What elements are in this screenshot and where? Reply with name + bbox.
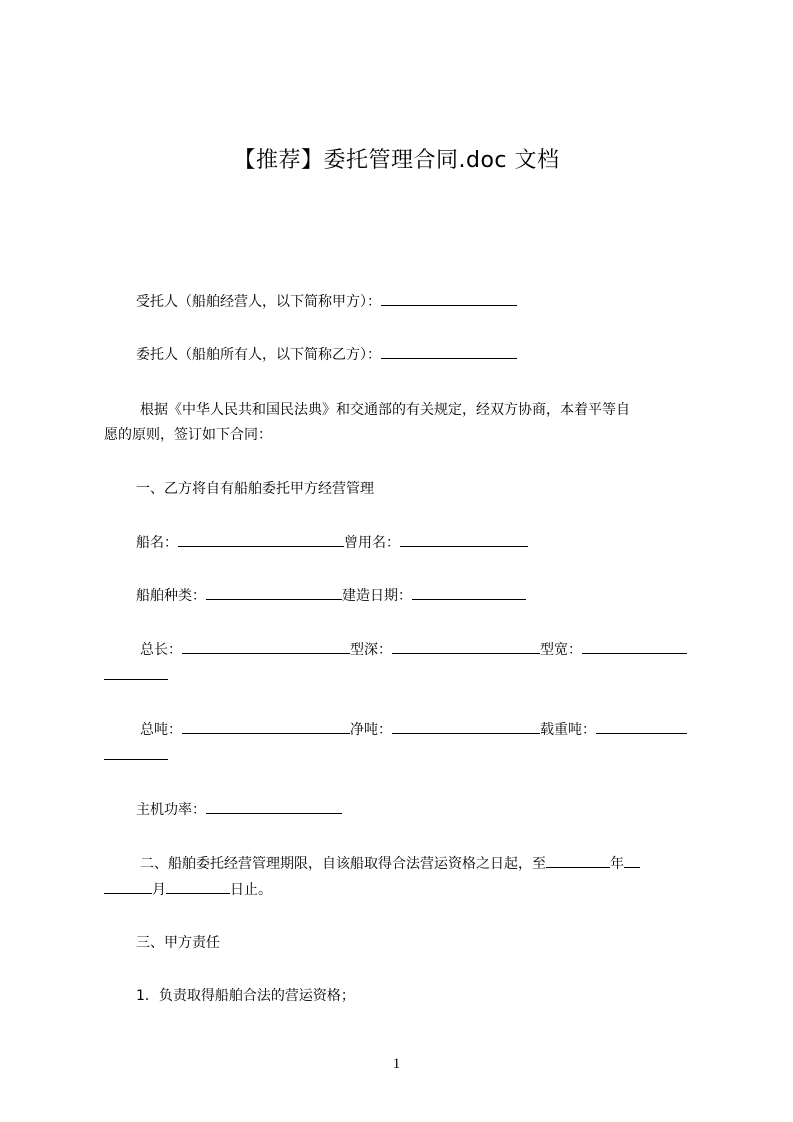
document-title: 【推荐】委托管理合同.doc 文档 xyxy=(233,148,560,173)
engine-power-line xyxy=(136,799,342,820)
day-end-label: 日止。 xyxy=(230,882,272,898)
section1-heading: 一、乙方将自有船舶委托甲方经营管理 xyxy=(136,481,374,497)
breadth-label: 型宽： xyxy=(540,642,582,658)
ship-name-blank[interactable] xyxy=(178,532,344,547)
length-blank[interactable] xyxy=(182,639,350,654)
section2-line-1 xyxy=(140,853,640,874)
deadweight-blank[interactable] xyxy=(596,719,687,734)
length-label: 总长： xyxy=(140,642,182,658)
depth-label: 型深： xyxy=(350,642,392,658)
net-tonnage-blank[interactable] xyxy=(392,719,540,734)
ship-type-label: 船舶种类： xyxy=(136,588,206,604)
end-year-blank[interactable] xyxy=(546,853,610,868)
preamble-line-2: 愿的原则，签订如下合同： xyxy=(104,427,272,443)
net-tonnage-label: 净吨： xyxy=(350,722,392,738)
year-label: 年 xyxy=(610,856,624,872)
section2-line-2 xyxy=(104,879,272,900)
trustor-line xyxy=(136,344,517,365)
ship-name-label: 船名： xyxy=(136,535,178,551)
dimensions-line-wrap xyxy=(104,665,168,686)
end-month-blank-start[interactable] xyxy=(624,853,640,868)
engine-power-label: 主机功率： xyxy=(136,802,206,818)
dimensions-line xyxy=(140,639,687,660)
trustee-line xyxy=(136,291,517,312)
deadweight-label: 载重吨： xyxy=(540,722,596,738)
page-number: 1 xyxy=(392,1056,401,1072)
tonnage-line xyxy=(140,719,687,740)
end-month-blank[interactable] xyxy=(104,879,152,894)
section2-text: 二、船舶委托经营管理期限，自该船取得合法营运资格之日起，至 xyxy=(140,856,546,872)
engine-power-blank[interactable] xyxy=(206,799,342,814)
gross-tonnage-blank[interactable] xyxy=(182,719,350,734)
trustor-blank[interactable] xyxy=(381,344,517,359)
ship-type-line xyxy=(136,585,526,606)
month-label: 月 xyxy=(152,882,166,898)
ship-type-blank[interactable] xyxy=(206,585,342,600)
trustee-label: 受托人（船舶经营人，以下简称甲方）： xyxy=(136,294,381,310)
trustor-label: 委托人（船舶所有人，以下简称乙方）： xyxy=(136,347,381,363)
build-date-blank[interactable] xyxy=(412,585,526,600)
build-date-label: 建造日期： xyxy=(342,588,412,604)
breadth-blank-continued[interactable] xyxy=(104,665,168,680)
section3-heading: 三、甲方责任 xyxy=(136,935,220,951)
ship-name-line xyxy=(136,532,528,553)
section3-item-1: 1．负责取得船舶合法的营运资格； xyxy=(136,988,355,1004)
tonnage-line-wrap xyxy=(104,745,168,766)
deadweight-blank-continued[interactable] xyxy=(104,745,168,760)
former-name-blank[interactable] xyxy=(400,532,528,547)
depth-blank[interactable] xyxy=(392,639,540,654)
gross-tonnage-label: 总吨： xyxy=(140,722,182,738)
breadth-blank[interactable] xyxy=(582,639,687,654)
preamble-line-1: 根据《中华人民共和国民法典》和交通部的有关规定，经双方协商，本着平等自 xyxy=(140,402,630,418)
trustee-blank[interactable] xyxy=(381,291,517,306)
end-day-blank[interactable] xyxy=(166,879,230,894)
former-name-label: 曾用名： xyxy=(344,535,400,551)
